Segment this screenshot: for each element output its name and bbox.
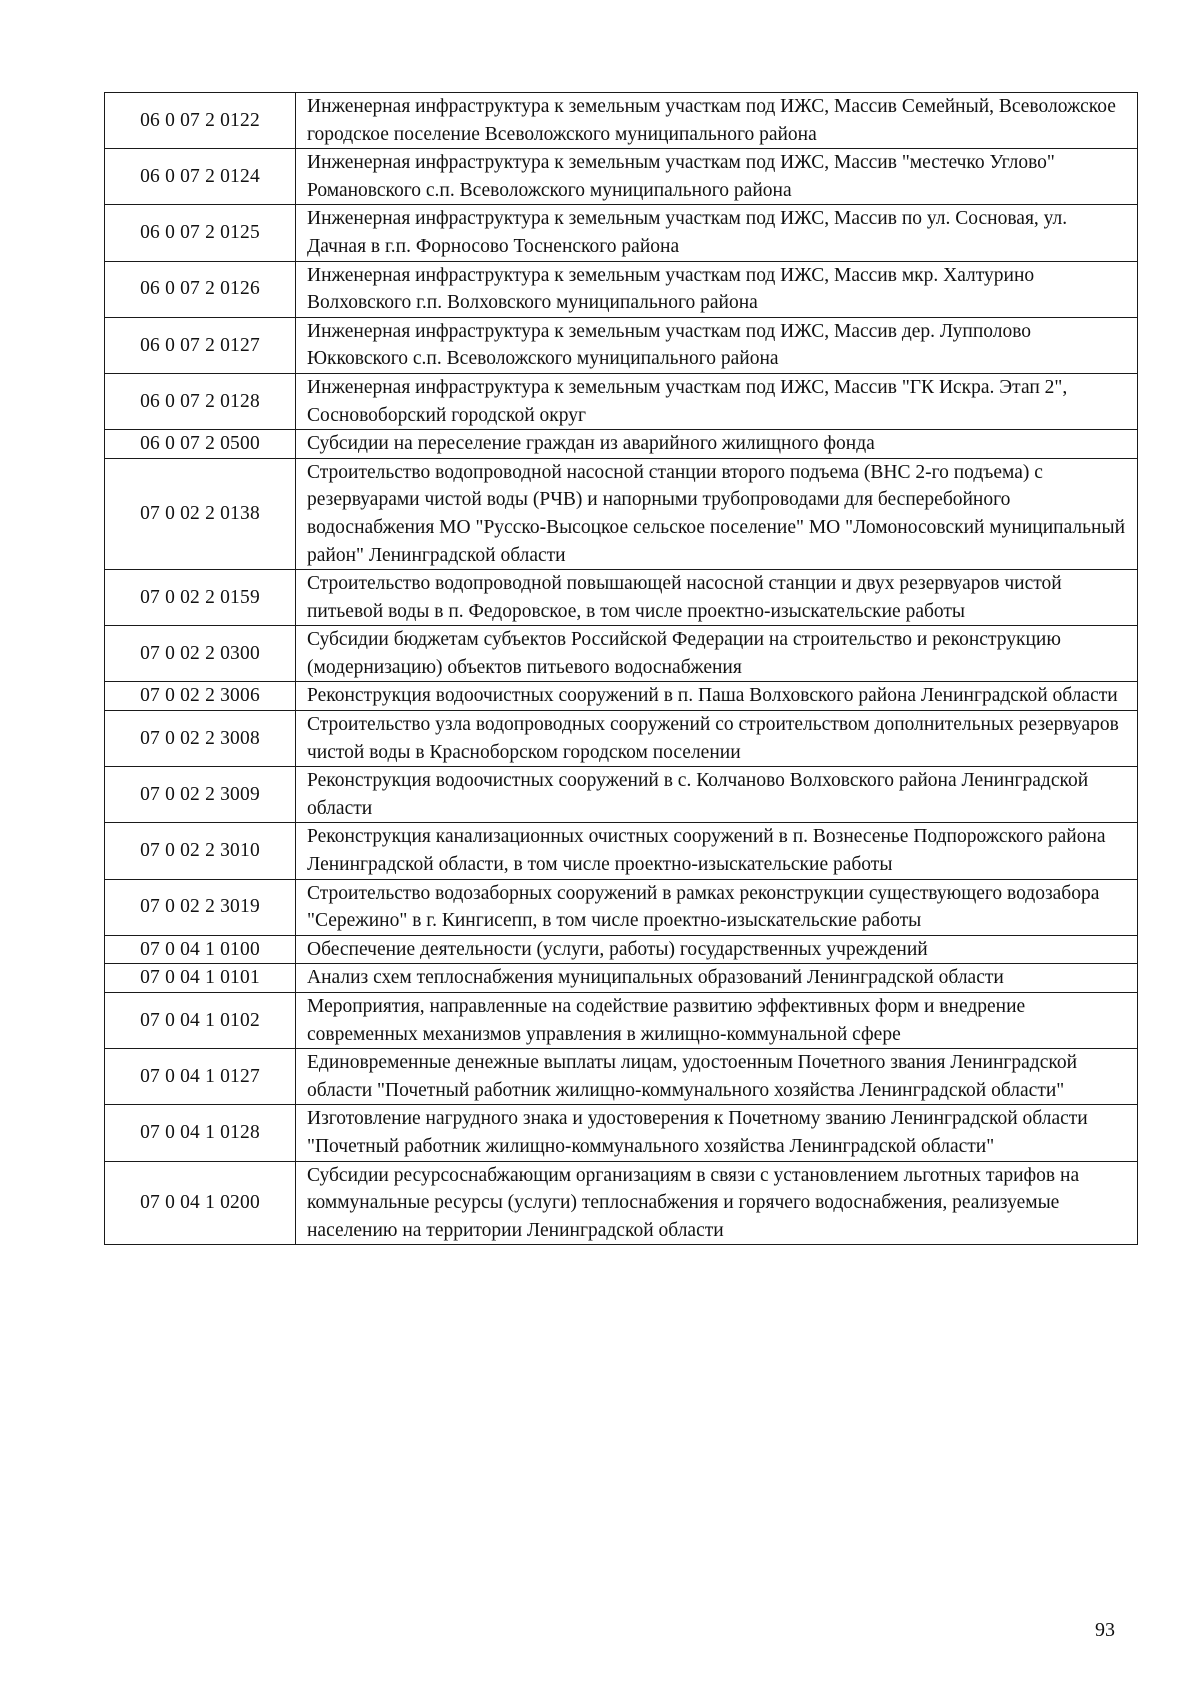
table-row <box>105 767 1138 823</box>
table-row <box>105 430 1138 459</box>
budget-code-cell: 06 0 07 2 0126 <box>105 261 296 317</box>
budget-code-cell: 07 0 04 1 0127 <box>105 1049 296 1105</box>
expense-description-cell: Субсидии на переселение граждан из аварийного жилищного фонда <box>296 430 1138 459</box>
budget-code-cell: 07 0 02 2 3010 <box>105 823 296 879</box>
budget-code-cell: 07 0 04 1 0128 <box>105 1105 296 1161</box>
table-row <box>105 93 1138 149</box>
budget-code-cell: 06 0 07 2 0127 <box>105 317 296 373</box>
expense-description-cell: Реконструкция водоочистных сооружений в с. Колчаново Волховского района Ленинградской области <box>296 767 1138 823</box>
budget-code-cell: 06 0 07 2 0125 <box>105 205 296 261</box>
expense-description-cell: Строительство узла водопроводных сооружений со строительством дополнительных резервуаров чистой воды в Красноборском городском поселении <box>296 711 1138 767</box>
table-row <box>105 711 1138 767</box>
expense-description-cell: Изготовление нагрудного знака и удостоверения к Почетному званию Ленинградской области "Почетный работник жилищно-коммунального хозяйства Ленинградской области" <box>296 1105 1138 1161</box>
table-body <box>105 93 1138 1245</box>
budget-code-cell: 07 0 02 2 0300 <box>105 626 296 682</box>
budget-code-cell: 07 0 02 2 0138 <box>105 458 296 569</box>
expense-description-cell: Обеспечение деятельности (услуги, работы) государственных учреждений <box>296 935 1138 964</box>
budget-code-cell: 07 0 02 2 3019 <box>105 879 296 935</box>
table-row <box>105 993 1138 1049</box>
budget-code-cell: 07 0 02 2 0159 <box>105 570 296 626</box>
table-row <box>105 626 1138 682</box>
expense-description-cell: Инженерная инфраструктура к земельным участкам под ИЖС, Массив "ГК Искра. Этап 2", Сосновоборский городской округ <box>296 373 1138 429</box>
expense-description-cell: Строительство водозаборных сооружений в рамках реконструкции существующего водозабора "Сережино" в г. Кингисепп, в том числе проектно-изыскательские работы <box>296 879 1138 935</box>
expense-description-cell: Реконструкция канализационных очистных сооружений в п. Вознесенье Подпорожского района Ленинградской области, в том числе проектно-изыскательские работы <box>296 823 1138 879</box>
budget-code-cell: 06 0 07 2 0122 <box>105 93 296 149</box>
table-row <box>105 935 1138 964</box>
table-row <box>105 570 1138 626</box>
budget-code-cell: 07 0 04 1 0102 <box>105 993 296 1049</box>
table-row <box>105 1161 1138 1245</box>
expense-description-cell: Субсидии бюджетам субъектов Российской Федерации на строительство и реконструкцию (модернизацию) объектов питьевого водоснабжения <box>296 626 1138 682</box>
budget-code-cell: 07 0 04 1 0100 <box>105 935 296 964</box>
budget-classification-table <box>104 92 1138 1245</box>
table-row <box>105 964 1138 993</box>
table-row <box>105 1105 1138 1161</box>
table-row <box>105 373 1138 429</box>
table-row <box>105 261 1138 317</box>
table-row <box>105 317 1138 373</box>
budget-code-cell: 07 0 04 1 0101 <box>105 964 296 993</box>
table-row <box>105 879 1138 935</box>
table-row <box>105 149 1138 205</box>
expense-description-cell: Инженерная инфраструктура к земельным участкам под ИЖС, Массив мкр. Халтурино Волховского г.п. Волховского муниципального района <box>296 261 1138 317</box>
expense-description-cell: Строительство водопроводной насосной станции второго подъема (ВНС 2-го подъема) с резервуарами чистой воды (РЧВ) и напорными трубопроводами для бесперебойного водоснабжения МО "Русско-Высоцкое сельское поселение" МО "Ломоносовский муниципальный район" Ленинградской области <box>296 458 1138 569</box>
table-row <box>105 1049 1138 1105</box>
budget-code-cell: 07 0 02 2 3008 <box>105 711 296 767</box>
budget-code-cell: 06 0 07 2 0128 <box>105 373 296 429</box>
expense-description-cell: Анализ схем теплоснабжения муниципальных образований Ленинградской области <box>296 964 1138 993</box>
table-row <box>105 682 1138 711</box>
expense-description-cell: Инженерная инфраструктура к земельным участкам под ИЖС, Массив "местечко Углово" Романовского с.п. Всеволожского муниципального района <box>296 149 1138 205</box>
budget-code-cell: 07 0 02 2 3009 <box>105 767 296 823</box>
table-row <box>105 205 1138 261</box>
expense-description-cell: Строительство водопроводной повышающей насосной станции и двух резервуаров чистой питьевой воды в п. Федоровское, в том числе проектно-изыскательские работы <box>296 570 1138 626</box>
budget-code-cell: 07 0 02 2 3006 <box>105 682 296 711</box>
table-row <box>105 458 1138 569</box>
budget-code-cell: 06 0 07 2 0500 <box>105 430 296 459</box>
expense-description-cell: Субсидии ресурсоснабжающим организациям в связи с установлением льготных тарифов на коммунальные ресурсы (услуги) теплоснабжения и горячего водоснабжения, реализуемые населению на территории Ленинградской области <box>296 1161 1138 1245</box>
expense-description-cell: Мероприятия, направленные на содействие развитию эффективных форм и внедрение современных механизмов управления в жилищно-коммунальной сфере <box>296 993 1138 1049</box>
expense-description-cell: Инженерная инфраструктура к земельным участкам под ИЖС, Массив по ул. Сосновая, ул. Дачная в г.п. Форносово Тосненского района <box>296 205 1138 261</box>
expense-description-cell: Инженерная инфраструктура к земельным участкам под ИЖС, Массив Семейный, Всеволожское городское поселение Всеволожского муниципального района <box>296 93 1138 149</box>
expense-description-cell: Инженерная инфраструктура к земельным участкам под ИЖС, Массив дер. Лупполово Юкковского с.п. Всеволожского муниципального района <box>296 317 1138 373</box>
table-row <box>105 823 1138 879</box>
expense-description-cell: Реконструкция водоочистных сооружений в п. Паша Волховского района Ленинградской области <box>296 682 1138 711</box>
expense-description-cell: Единовременные денежные выплаты лицам, удостоенным Почетного звания Ленинградской области "Почетный работник жилищно-коммунального хозяйства Ленинградской области" <box>296 1049 1138 1105</box>
page-number: 93 <box>1095 1619 1115 1641</box>
budget-code-cell: 06 0 07 2 0124 <box>105 149 296 205</box>
budget-code-cell: 07 0 04 1 0200 <box>105 1161 296 1245</box>
